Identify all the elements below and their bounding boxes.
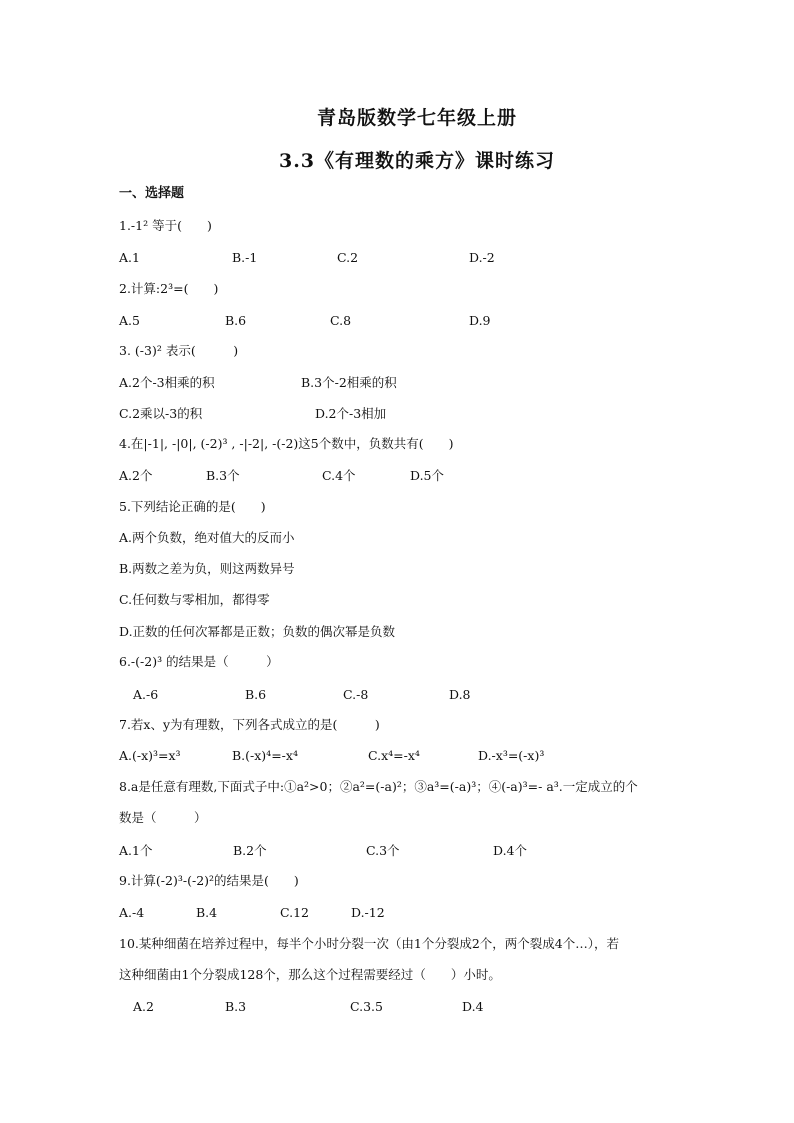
- option: C.12: [280, 905, 309, 920]
- option: C.-8: [343, 687, 369, 702]
- question-stem: 2.计算:2³=( ): [119, 281, 219, 296]
- option: D.4: [462, 999, 484, 1014]
- option: B.2个: [233, 843, 267, 858]
- question-stem: 5.下列结论正确的是( ): [119, 499, 266, 514]
- question-stem: 8.a是任意有理数,下面式子中:①a²>0；②a²=(-a)²；③a³=(-a)³；④(-a)³=- a³.一定成立的个: [119, 779, 638, 794]
- option: A.2个-3相乘的积: [119, 375, 215, 390]
- question-stem: 4.在|-1|, -|0|, (-2)³ , -|-2|, -(-2)这5个数中，负数共有( ): [119, 436, 454, 451]
- option: D.4个: [493, 843, 528, 858]
- option: D.9: [469, 313, 491, 328]
- option: D.正数的任何次幂都是正数；负数的偶次幂是负数: [119, 624, 396, 639]
- option: A.2个: [119, 468, 153, 483]
- option: C.4个: [322, 468, 356, 483]
- option: B.4: [196, 905, 218, 920]
- option: A.两个负数，绝对值大的反而小: [119, 530, 295, 545]
- option: D.-x³=(-x)³: [478, 748, 545, 763]
- document-subtitle: 3.3《有理数的乘方》课时练习: [278, 150, 556, 172]
- option: B.两数之差为负，则这两数异号: [119, 561, 295, 576]
- option: A.2: [133, 999, 154, 1014]
- option: A.1个: [119, 843, 153, 858]
- option: C.2: [337, 250, 359, 265]
- option: B.6: [245, 687, 267, 702]
- section-heading: 一、选择题: [119, 186, 185, 201]
- option: D.8: [449, 687, 471, 702]
- question-stem: 9.计算(-2)³-(-2)²的结果是( ): [119, 873, 299, 888]
- option: D.2个-3相加: [315, 406, 387, 421]
- question-stem: 3. (-3)² 表示( ): [119, 343, 239, 358]
- option: C.x⁴=-x⁴: [368, 748, 420, 763]
- option: B.3个: [206, 468, 240, 483]
- option: C.3.5: [350, 999, 383, 1014]
- question-stem-continued: 这种细菌由1个分裂成128个，那么这个过程需要经过（ ）小时。: [119, 967, 501, 982]
- question-stem-continued: 数是（ ）: [119, 810, 207, 825]
- option: C.8: [330, 313, 352, 328]
- option: C.2乘以-3的积: [119, 406, 203, 421]
- option: D.-12: [351, 905, 385, 920]
- question-stem: 7.若x、y为有理数，下列各式成立的是( ): [119, 717, 380, 732]
- option: B.3个-2相乘的积: [301, 375, 397, 390]
- question-stem: 6.-(-2)³ 的结果是（ ）: [119, 654, 279, 669]
- document-title: 青岛版数学七年级上册: [316, 107, 517, 129]
- option: B.3: [225, 999, 247, 1014]
- option: B.6: [225, 313, 247, 328]
- question-stem: 1.-1² 等于( ): [119, 218, 212, 233]
- option: C.3个: [366, 843, 400, 858]
- option: B.(-x)⁴=-x⁴: [232, 748, 298, 763]
- option: A.-6: [133, 687, 159, 702]
- option: A.5: [119, 313, 140, 328]
- option: D.5个: [410, 468, 445, 483]
- option: A.1: [119, 250, 140, 265]
- option: D.-2: [469, 250, 495, 265]
- option: A.(-x)³=x³: [119, 748, 181, 763]
- option: A.-4: [119, 905, 145, 920]
- option: C.任何数与零相加，都得零: [119, 592, 270, 607]
- question-stem: 10.某种细菌在培养过程中，每半个小时分裂一次（由1个分裂成2个，两个裂成4个…），若: [119, 936, 619, 951]
- option: B.-1: [232, 250, 258, 265]
